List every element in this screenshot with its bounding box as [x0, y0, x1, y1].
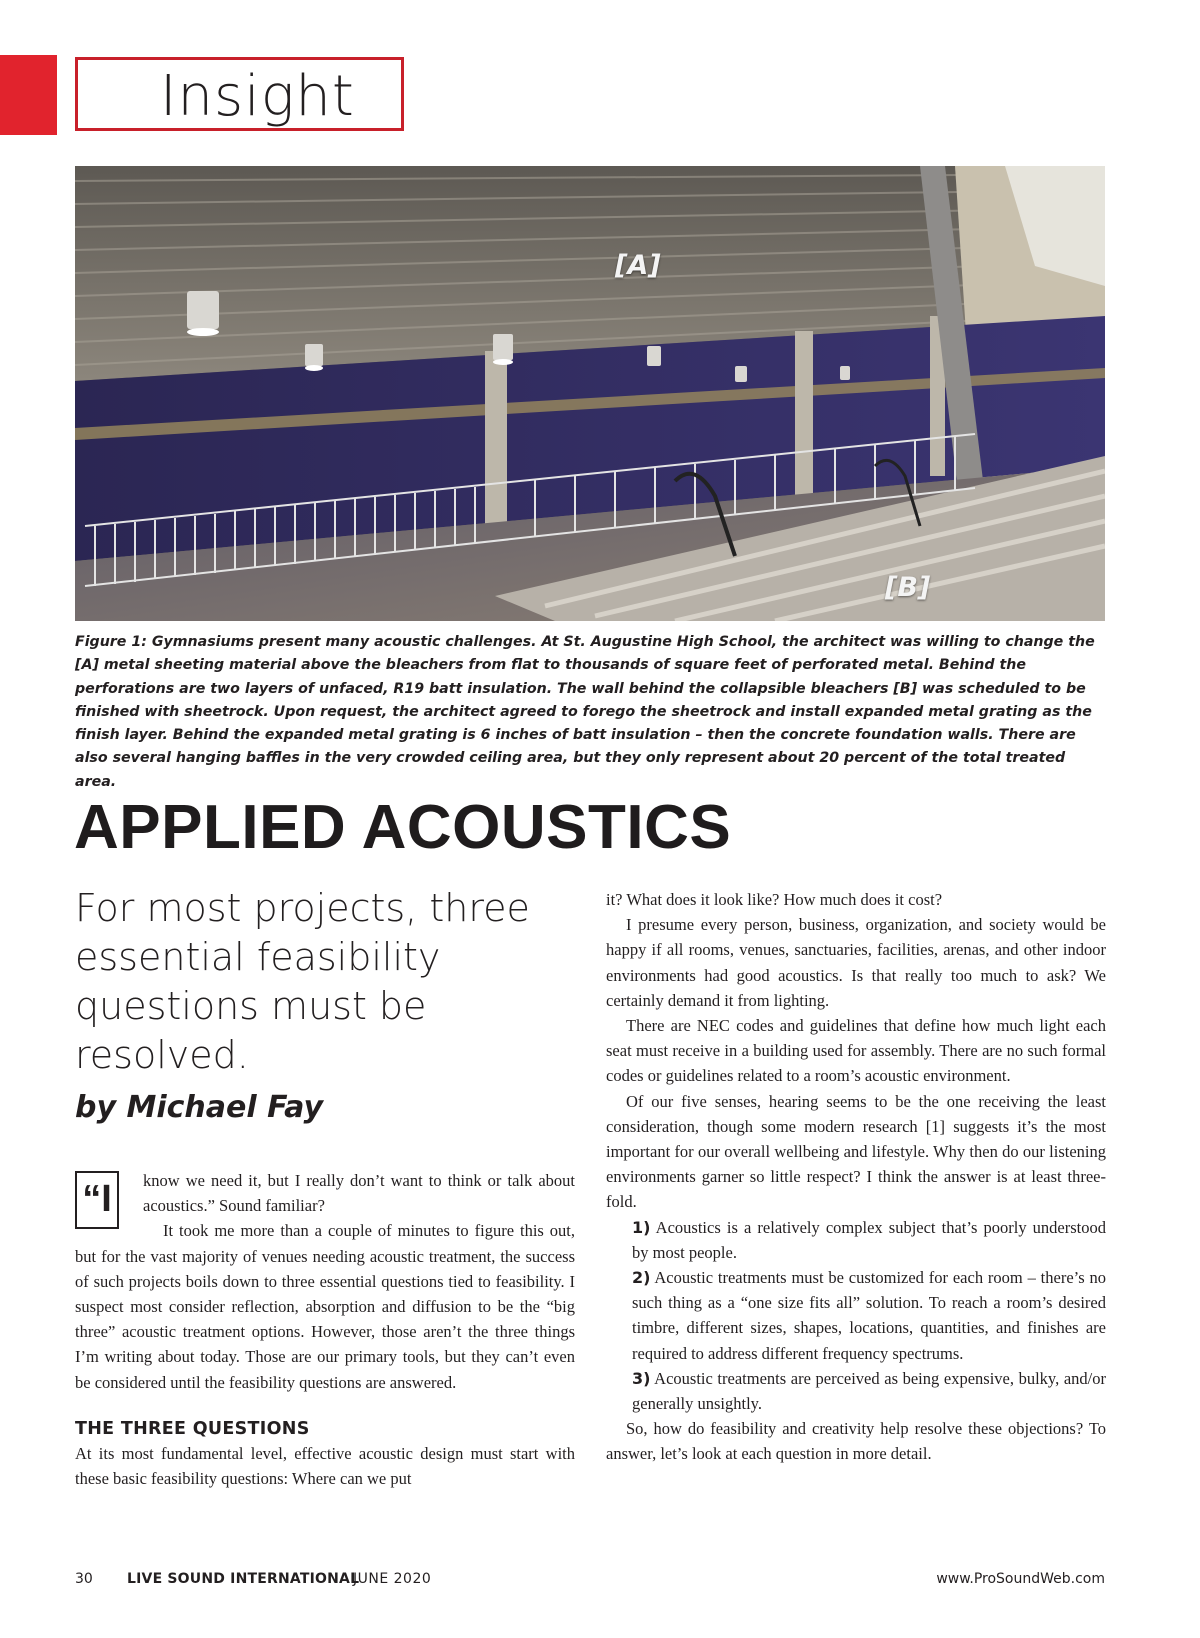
list-text: Acoustic treatments must be customized for each room – there’s no such thing as a “one size fits all” solution. To reach a room’s desired timbre, different sizes, shapes, locations, quantities, and finishes are required to address different frequency spectrums.: [632, 1268, 1107, 1363]
article-headline: APPLIED ACOUSTICS: [74, 793, 732, 862]
paragraph-presume: I presume every person, business, organization, and society would be happy if all rooms, venues, sanctuaries, facilities, arenas, and other indoor environments had good acoustics. Is that really too much to ask? We certainly demand it from lighting.: [606, 915, 1106, 1010]
paragraph-intro: know we need it, but I really don’t want to think or talk about acoustics.” Sound familiar?: [143, 1171, 575, 1216]
figure-photo-gymnasium: [75, 166, 1105, 621]
opening-paragraph: [75, 1168, 575, 1218]
drop-cap: “I: [75, 1171, 119, 1229]
section-header-box: [75, 57, 404, 131]
list-text: Acoustics is a relatively complex subject that’s poorly understood by most people.: [632, 1217, 1107, 1262]
page-number: 30: [75, 1571, 93, 1587]
list-item: [606, 1366, 1106, 1416]
article-deck: For most projects, three essential feasibility questions must be resolved.: [75, 886, 530, 1077]
list-number: 2): [632, 1268, 651, 1288]
website-url: www.ProSoundWeb.com: [936, 1571, 1105, 1587]
figure-caption: Figure 1: Gymnasiums present many acoustic challenges. At St. Augustine High School, the architect was willing to change the [A] metal sheeting material above the bleachers from flat to thousands of square feet of perforated metal. Behind the perforations are two layers of unfaced, R19 batt insulation. The wall behind the collapsible bleachers [B] was scheduled to be finished with sheetrock. Upon request, the architect agreed to forego the sheetrock and install expanded metal grating as the finish layer. Behind the expanded metal grating is 6 inches of batt insulation – then the concrete foundation walls. There are also several hanging baffles in the very crowded ceiling area, but they only represent about 20 percent of the total treated area.: [75, 634, 1095, 790]
photo-label-a: [A]: [615, 250, 661, 281]
article-column-left: [75, 1168, 575, 1491]
list-number: 1): [632, 1217, 651, 1237]
magazine-name: LIVE SOUND INTERNATIONAL: [127, 1571, 360, 1587]
page-footer: [75, 1567, 1105, 1591]
subheading-three-questions: THE THREE QUESTIONS: [75, 1418, 310, 1439]
section-color-tab: [0, 55, 57, 135]
list-number: 3): [632, 1368, 651, 1388]
paragraph-feasibility: It took me more than a couple of minutes to figure this out, but for the vast majority of venues needing acoustic treatment, the success of such projects boils down to three essential questions tied to feasibility. I suspect most consider reflection, absorption and diffusion to be the “big three” acoustic treatment options. However, those aren’t the three things I’m writing about today. Those are our primary tools, but they can’t even be considered until the feasibility questions are answered.: [75, 1221, 575, 1392]
paragraph-nec-codes: There are NEC codes and guidelines that define how much light each seat must receive in a building used for assembly. There are no such formal codes or guidelines related to a room’s acoustic environment.: [606, 1016, 1106, 1086]
list-item: [606, 1265, 1106, 1366]
section-label: Insight: [160, 64, 355, 129]
article-column-right: [606, 887, 1106, 1467]
paragraph-continued: it? What does it look like? How much does it cost?: [606, 890, 943, 909]
paragraph-conclusion: So, how do feasibility and creativity help resolve these objections? To answer, let’s look at each question in more detail.: [606, 1419, 1106, 1464]
paragraph-fundamental: At its most fundamental level, effective acoustic design must start with these basic feasibility questions: Where can we put: [75, 1443, 575, 1489]
article-byline: by Michael Fay: [75, 1090, 323, 1125]
list-text: Acoustic treatments are perceived as being expensive, bulky, and/or generally unsightly.: [632, 1368, 1106, 1414]
photo-label-b: [B]: [885, 572, 931, 603]
list-item: [606, 1215, 1106, 1265]
paragraph-five-senses: Of our five senses, hearing seems to be the one receiving the least consideration, though some modern research [1] suggests it’s the most important for our overall wellbeing and lifestyle. Why then do our listening environments garner so little respect? I think the answer is at least three-fold.: [606, 1091, 1106, 1212]
issue-date: JUNE 2020: [353, 1571, 432, 1587]
